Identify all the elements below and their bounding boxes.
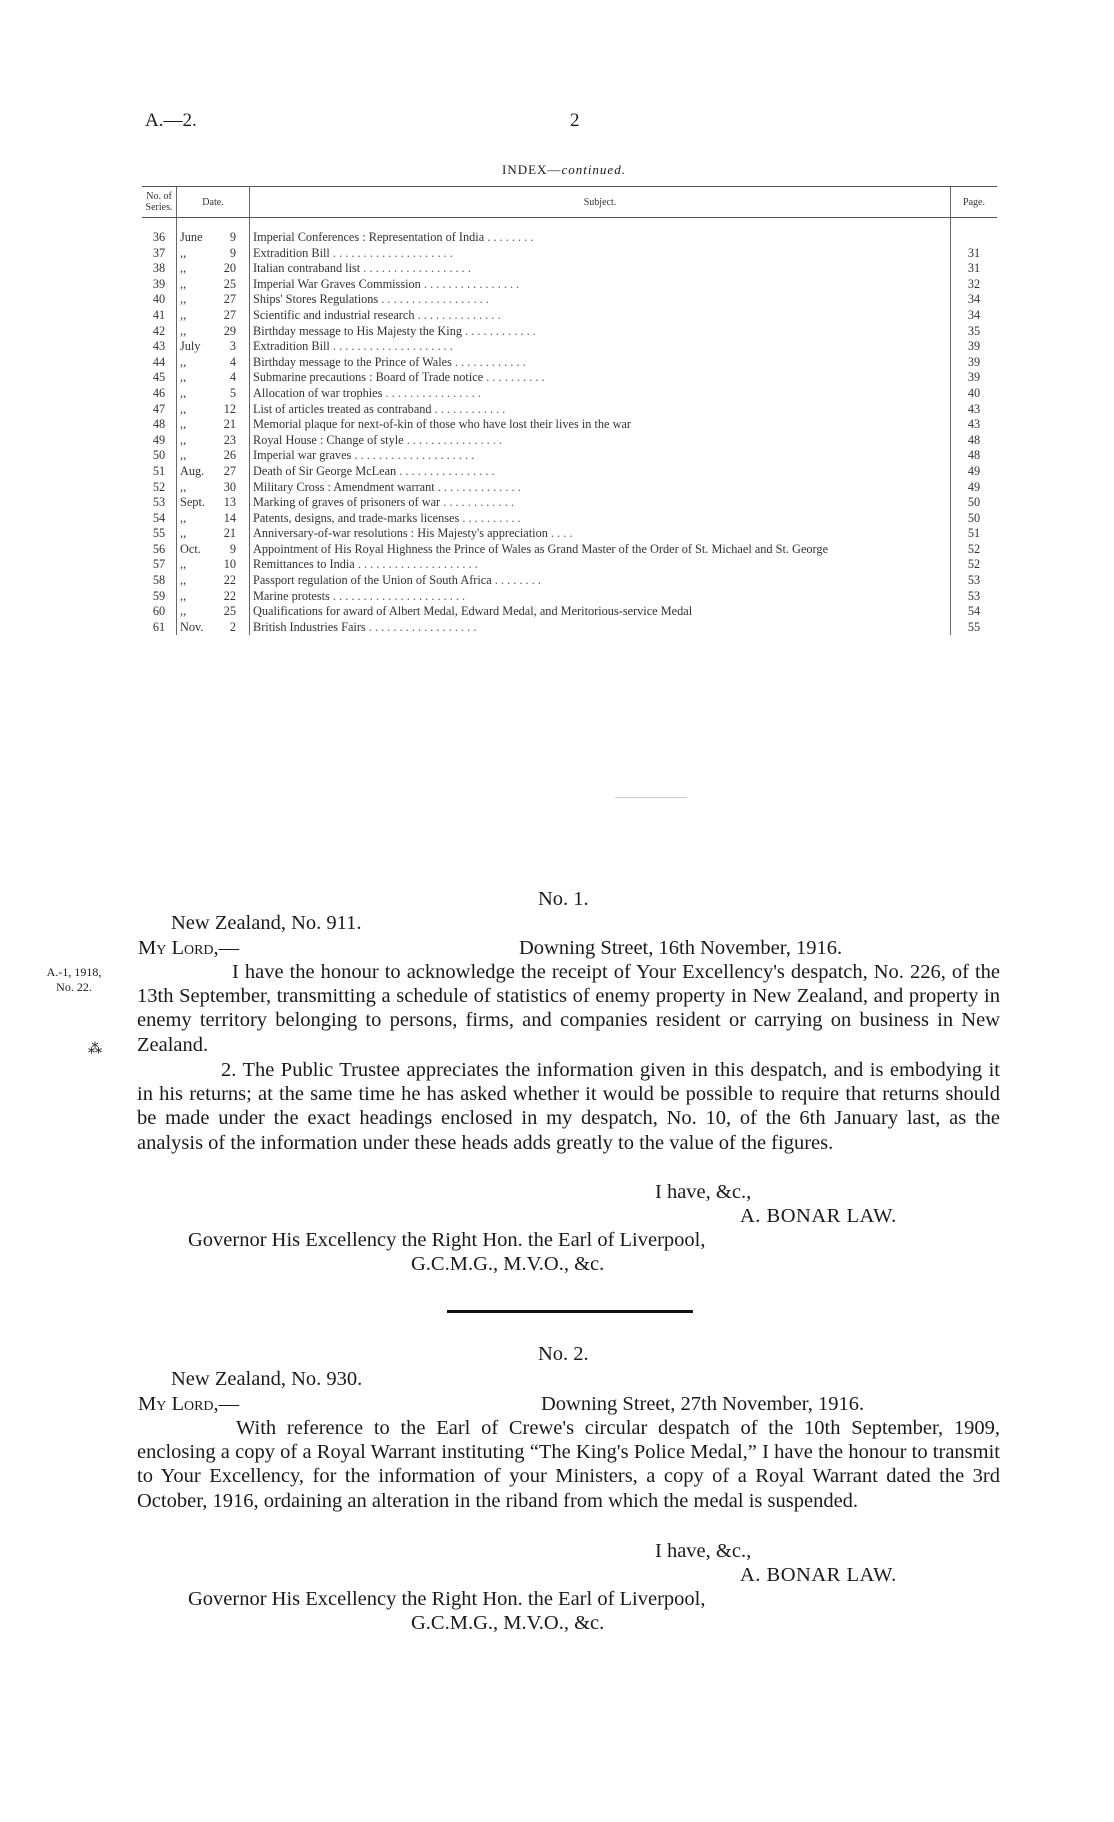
subject-text: Imperial war graves [253, 448, 352, 463]
subject-cell [250, 386, 951, 402]
date-cell [177, 480, 250, 496]
subject-text: Ships' Stores Regulations [253, 292, 379, 307]
leader-dots: . . . . . . . . . . . . . . . . . . . . [351, 448, 475, 463]
date-cell [177, 511, 250, 527]
date-cell [177, 402, 250, 418]
index-row [142, 339, 997, 355]
date-month: ,, [180, 307, 187, 322]
index-row [142, 308, 997, 324]
col-page-header: Page. [951, 187, 998, 218]
index-row [142, 261, 997, 277]
date-day: 27 [223, 307, 236, 322]
leader-dots: . . . . . . . . . . . . [462, 323, 536, 338]
date-cell [177, 620, 250, 636]
leader-dots: . . . . . . . . . . [459, 510, 521, 525]
date-cell [177, 417, 250, 433]
series-number: 39 [152, 276, 166, 291]
series-number: 38 [152, 261, 166, 276]
series-number: 54 [152, 510, 166, 525]
date-month: ,, [180, 588, 187, 603]
date-cell [177, 308, 250, 324]
date-month: ,, [180, 417, 187, 432]
subject-text: British Industries Fairs [253, 619, 366, 634]
date-month: Nov. [180, 619, 204, 634]
page-cell: 39 [951, 339, 998, 355]
subject-cell [250, 324, 951, 340]
date-day: 27 [223, 463, 236, 478]
subject-cell [250, 480, 951, 496]
margin-reference: A.-1, 1918, No. 22. [46, 965, 102, 994]
subject-text: Imperial Conferences : Representation of India [253, 230, 485, 244]
despatch2-heading: No. 2. [538, 1343, 589, 1365]
subject-cell [250, 620, 951, 636]
date-day: 14 [223, 510, 236, 525]
page-cell: 50 [951, 495, 998, 511]
page-cell: 32 [951, 277, 998, 293]
date-month: ,, [180, 510, 187, 525]
page-cell: 55 [951, 620, 998, 636]
despatch1-para2: 2. The Public Trustee appreciates the information given in this despatch, and is embodying it in his returns; at the same time he has asked whether it would be possible to require that returns should be made under the exact headings enclosed in my despatch, No. 10, of the 6th January last, as the analysis of the information under these heads adds greatly to the value of the figures. [137, 1059, 1000, 1154]
subject-text: Death of Sir George McLean [253, 463, 397, 478]
date-day: 26 [223, 448, 236, 463]
subject-cell [250, 589, 951, 605]
page-cell: 50 [951, 511, 998, 527]
subject-cell [250, 464, 951, 480]
subject-cell [250, 511, 951, 527]
date-day: 22 [223, 573, 236, 588]
index-body [142, 218, 997, 636]
series-number: 60 [152, 604, 166, 619]
subject-text: Birthday message to the Prince of Wales [253, 354, 452, 369]
subject-cell [250, 277, 951, 293]
date-cell [177, 261, 250, 277]
series-number: 58 [152, 573, 166, 588]
series-number: 42 [152, 323, 166, 338]
subject-text: Military Cross : Amendment warrant [253, 479, 435, 494]
index-row [142, 433, 997, 449]
date-month: ,, [180, 245, 187, 260]
series-number: 43 [152, 339, 166, 354]
date-cell [177, 292, 250, 308]
date-month: ,, [180, 479, 187, 494]
series-number: 49 [152, 432, 166, 447]
index-row [142, 218, 997, 246]
date-cell [177, 495, 250, 511]
col-subject-header: Subject. [250, 187, 951, 218]
series-number: 37 [152, 245, 166, 260]
date-day: 23 [223, 432, 236, 447]
date-cell [177, 542, 250, 558]
subject-cell [250, 370, 951, 386]
index-title: INDEX—continued. [502, 162, 626, 177]
leader-dots: . . . . . . . . [491, 573, 541, 588]
date-day: 30 [223, 479, 236, 494]
page-cell: 40 [951, 386, 998, 402]
series-number: 44 [152, 354, 166, 369]
date-day: 27 [223, 292, 236, 307]
page-cell: 39 [951, 370, 998, 386]
page-cell: 54 [951, 604, 998, 620]
date-month: ,, [180, 323, 187, 338]
page-cell: 53 [951, 589, 998, 605]
series-number: 52 [152, 479, 166, 494]
subject-text: Memorial plaque for next-of-kin of those who have lost their lives in the war [253, 417, 632, 432]
page-cell: 39 [951, 355, 998, 371]
leader-dots: . . . . . . . . . . . . [451, 354, 526, 369]
despatch1-salutation: My Lord,— [138, 937, 240, 959]
date-month: ,, [180, 354, 187, 369]
subject-text: Imperial War Graves Commission [253, 276, 421, 291]
date-month: ,, [180, 385, 187, 400]
subject-text: Submarine precautions : Board of Trade notice [253, 370, 484, 385]
subject-cell [250, 557, 951, 573]
index-table [142, 186, 997, 635]
subject-text: Birthday message to His Majesty the King [253, 323, 463, 338]
date-day: 13 [223, 495, 236, 510]
subject-text: Marine protests [253, 588, 330, 603]
despatch1-colony: New Zealand, No. 911. [171, 912, 362, 934]
leader-dots: . . . . . . . . . . . . . . . . . . [360, 261, 471, 276]
date-cell [177, 339, 250, 355]
leader-dots: . . . . . . . . . . . . . . . . . . [365, 619, 477, 634]
date-day: 22 [223, 588, 236, 603]
date-day: 29 [223, 323, 236, 338]
leader-dots: . . . . [547, 526, 573, 541]
page-cell: 51 [951, 526, 998, 542]
leader-dots: . . . . . . . . . . . . . . [434, 479, 521, 494]
date-day: 12 [223, 401, 236, 416]
index-header-row [142, 187, 997, 218]
index-row [142, 417, 997, 433]
leader-dots: . . . . . . . . [484, 230, 534, 244]
date-day: 2 [229, 619, 236, 634]
series-number: 56 [152, 541, 166, 556]
index-row [142, 573, 997, 589]
index-row [142, 542, 997, 558]
date-cell [177, 218, 250, 246]
page-cell: 31 [951, 261, 998, 277]
series-number: 50 [152, 448, 166, 463]
leader-dots: . . . . . . . . . . . . [440, 495, 514, 510]
subject-cell [250, 542, 951, 558]
date-day: 21 [223, 526, 236, 541]
subject-text: Extradition Bill [253, 339, 330, 354]
index-row [142, 589, 997, 605]
date-month: ,, [180, 292, 187, 307]
margin-mark-icon: ⁂ [88, 1042, 102, 1057]
date-cell [177, 526, 250, 542]
page-cell: 49 [951, 480, 998, 496]
series-number: 48 [152, 417, 166, 432]
col-no-header: No. of Series. [142, 187, 177, 218]
leader-dots: . . . . . . . . . . . . [431, 401, 506, 416]
despatch2-colony: New Zealand, No. 930. [171, 1368, 363, 1390]
despatch2-para1: With reference to the Earl of Crewe's circular despatch of the 10th September, 1909, enclosing a copy of a Royal Warrant instituting “The King's Police Medal,” I have the honour to transmit to Your Excellency, for the information of your Ministers, a copy of a Royal Warrant dated the 3rd October, 1916, ordaining an alteration in the riband from which the medal is suspended. [137, 1417, 1000, 1512]
date-month: ,, [180, 573, 187, 588]
date-cell [177, 386, 250, 402]
subject-text: Italian contraband list [253, 261, 361, 276]
date-month: ,, [180, 526, 187, 541]
page-cell: 52 [951, 557, 998, 573]
subject-cell [250, 495, 951, 511]
series-number: 41 [152, 307, 166, 322]
subject-cell [250, 417, 951, 433]
date-day: 9 [229, 230, 236, 244]
subject-text: Patents, designs, and trade-marks licenses [253, 510, 460, 525]
subject-text: Marking of graves of prisoners of war [253, 495, 441, 510]
date-month: ,, [180, 276, 187, 291]
leader-dots: . . . . . . . . . . . . . . . . . . . . . . [329, 588, 466, 603]
date-cell [177, 573, 250, 589]
subject-text: Royal House : Change of style [253, 432, 404, 447]
series-number: 45 [152, 370, 166, 385]
subject-cell [250, 218, 951, 246]
date-day: 20 [223, 261, 236, 276]
series-number: 51 [152, 463, 166, 478]
index-row [142, 386, 997, 402]
leader-dots: . . . . . . . . . . . . . . . . . . [378, 292, 489, 307]
date-month: ,, [180, 261, 187, 276]
subject-text: Scientific and industrial research [253, 307, 415, 322]
date-day: 25 [223, 604, 236, 619]
date-cell [177, 277, 250, 293]
series-number: 46 [152, 385, 166, 400]
leader-dots: . . . . . . . . . . . . . . [414, 307, 501, 322]
despatch1-dateline: Downing Street, 16th November, 1916. [519, 937, 843, 959]
index-row [142, 370, 997, 386]
date-cell [177, 557, 250, 573]
subject-cell [250, 433, 951, 449]
subject-text: Anniversary-of-war resolutions : His Majesty's appreciation [253, 526, 548, 541]
date-month: June [180, 230, 203, 244]
index-row [142, 511, 997, 527]
subject-text: Extradition Bill [253, 245, 330, 260]
page-number: 2 [570, 110, 580, 131]
page-ref: A.—2. [145, 110, 197, 131]
leader-dots: . . . . . . . . . . . . . . . . . . . . [329, 245, 453, 260]
date-cell [177, 433, 250, 449]
series-number: 47 [152, 401, 166, 416]
series-number: 55 [152, 526, 166, 541]
subject-cell [250, 448, 951, 464]
subject-cell [250, 339, 951, 355]
page-cell: 34 [951, 308, 998, 324]
despatch2-addressee-line1: Governor His Excellency the Right Hon. the Earl of Liverpool, [188, 1588, 706, 1610]
date-day: 21 [223, 417, 236, 432]
page-cell: 43 [951, 402, 998, 418]
date-cell [177, 246, 250, 262]
despatch1-closing: I have, &c., [655, 1181, 752, 1203]
subject-cell [250, 308, 951, 324]
date-month: Oct. [180, 541, 201, 556]
page-cell: 48 [951, 448, 998, 464]
date-cell [177, 370, 250, 386]
leader-dots: . . . . . . . . . . . . . . . . [382, 385, 481, 400]
date-cell [177, 324, 250, 340]
subject-cell [250, 604, 951, 620]
despatch2-signature: A. BONAR LAW. [740, 1564, 897, 1586]
despatch1-addressee-line2: G.C.M.G., M.V.O., &c. [411, 1253, 605, 1275]
page-cell [951, 218, 998, 246]
despatch1-signature: A. BONAR LAW. [740, 1205, 897, 1227]
date-month: ,, [180, 370, 187, 385]
col-date-header: Date. [177, 187, 250, 218]
subject-cell [250, 246, 951, 262]
date-cell [177, 355, 250, 371]
leader-dots: . . . . . . . . . . . . . . . . . . . . [329, 339, 453, 354]
date-day: 9 [229, 245, 236, 260]
index-row [142, 480, 997, 496]
page-cell: 49 [951, 464, 998, 480]
subject-text: Passport regulation of the Union of South Africa [253, 573, 492, 588]
date-month: ,, [180, 557, 187, 572]
subject-text: Qualifications for award of Albert Medal, Edward Medal, and Meritorious-service Medal [253, 604, 693, 619]
index-row [142, 292, 997, 308]
despatch1-heading: No. 1. [538, 888, 589, 910]
page-cell: 31 [951, 246, 998, 262]
subject-cell [250, 402, 951, 418]
series-number: 53 [152, 495, 166, 510]
date-month: ,, [180, 401, 187, 416]
subject-cell [250, 573, 951, 589]
index-row [142, 402, 997, 418]
date-day: 4 [229, 370, 236, 385]
series-number: 59 [152, 588, 166, 603]
date-month: ,, [180, 448, 187, 463]
subject-cell [250, 261, 951, 277]
subject-text: List of articles treated as contraband [253, 401, 432, 416]
date-cell [177, 604, 250, 620]
page-cell: 52 [951, 542, 998, 558]
despatch2-dateline: Downing Street, 27th November, 1916. [541, 1393, 865, 1415]
subject-cell [250, 292, 951, 308]
series-number: 40 [152, 292, 166, 307]
page-cell: 35 [951, 324, 998, 340]
despatch2-salutation: My Lord,— [138, 1393, 240, 1415]
index-row [142, 355, 997, 371]
despatch2-addressee-line2: G.C.M.G., M.V.O., &c. [411, 1612, 605, 1634]
date-cell [177, 448, 250, 464]
page-cell: 34 [951, 292, 998, 308]
index-row [142, 464, 997, 480]
date-day: 4 [229, 354, 236, 369]
date-month: ,, [180, 432, 187, 447]
page-cell: 43 [951, 417, 998, 433]
page-cell: 48 [951, 433, 998, 449]
date-month: ,, [180, 604, 187, 619]
leader-dots: . . . . . . . . . . . . . . . . [396, 463, 495, 478]
date-day: 10 [223, 557, 236, 572]
despatch1-para1: I have the honour to acknowledge the receipt of Your Excellency's despatch, No. 226, of the 13th September, transmitting a schedule of statistics of enemy property in New Zealand, and property in enemy territory belonging to persons, firms, and companies resident or carrying on business in New Zealand. [137, 961, 1000, 1056]
index-row [142, 277, 997, 293]
date-month: Aug. [180, 463, 205, 478]
date-month: July [180, 339, 201, 354]
leader-dots: . . . . . . . . . . . . . . . . [403, 432, 502, 447]
date-month: Sept. [180, 495, 205, 510]
index-row [142, 246, 997, 262]
page-cell: 53 [951, 573, 998, 589]
section-divider [447, 1310, 693, 1313]
index-row [142, 620, 997, 636]
leader-dots: . . . . . . . . . . . . . . . . . . . . [354, 557, 478, 572]
series-number: 36 [152, 230, 166, 244]
index-row [142, 495, 997, 511]
series-number: 57 [152, 557, 166, 572]
subject-text: Appointment of His Royal Highness the Prince of Wales as Grand Master of the Order of St. Michael and St. George [253, 541, 829, 556]
date-day: 9 [229, 541, 236, 556]
date-cell [177, 464, 250, 480]
subject-text: Remittances to India [253, 557, 355, 572]
subject-cell [250, 526, 951, 542]
series-number: 61 [152, 619, 166, 634]
leader-dots: . . . . . . . . . . [483, 370, 545, 385]
despatch2-closing: I have, &c., [655, 1540, 752, 1562]
subject-cell [250, 355, 951, 371]
index-row [142, 324, 997, 340]
date-day: 3 [229, 339, 236, 354]
faint-mark [615, 797, 687, 798]
index-row [142, 448, 997, 464]
subject-text: Allocation of war trophies [253, 385, 383, 400]
date-cell [177, 589, 250, 605]
index-row [142, 604, 997, 620]
index-row [142, 557, 997, 573]
date-day: 5 [229, 385, 236, 400]
index-row [142, 526, 997, 542]
despatch1-addressee-line1: Governor His Excellency the Right Hon. the Earl of Liverpool, [188, 1229, 706, 1251]
date-day: 25 [223, 276, 236, 291]
leader-dots: . . . . . . . . . . . . . . . . [420, 276, 520, 291]
